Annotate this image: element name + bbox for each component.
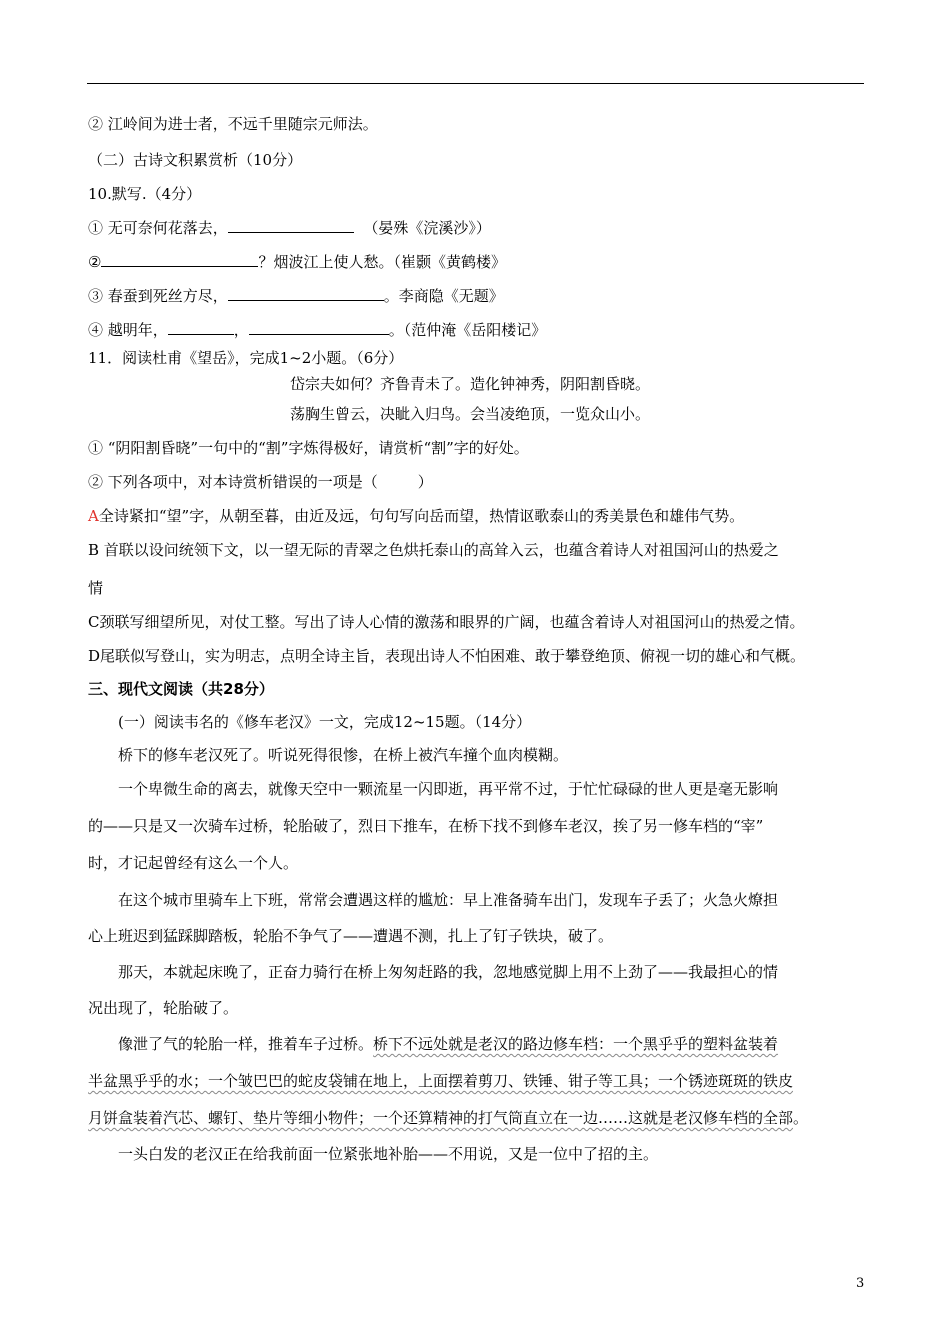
paragraph-line [118, 1034, 778, 1054]
paragraph-line: 那天，本就起床晚了，正奋力骑行在桥上匆匆赶路的我，忽地感觉脚上用不上劲了——我最担心的情 [118, 963, 779, 981]
paragraph-line: 桥下的修车老汉死了。听说死得很惨，在桥上被汽车撞个血肉模糊。 [118, 746, 569, 764]
text-line: ② 江岭间为进士者，不远千里随宗元师法。 [88, 115, 378, 133]
answer-blank [228, 286, 384, 301]
answer-blank [101, 252, 258, 267]
sub-question-text: ② 下列各项中，对本诗赏析错误的一项是（ [88, 473, 378, 491]
question-title: 11．阅读杜甫《望岳》，完成1~2小题。（6分） [88, 349, 404, 367]
option-text: 全诗紧扣“望”字，从朝至暮，由近及远，句句写向岳而望，热情讴歌泰山的秀美景色和雄伟气势。 [98, 507, 745, 525]
blank-source: 。李商隐《无题》 [383, 287, 504, 305]
blank-prompt: ④ 越明年， [88, 321, 168, 339]
option-b: B 首联以设问统领下文，以一望无际的青翠之色烘托泰山的高耸入云，也蕴含着诗人对祖国河山的热爱之 [88, 541, 779, 559]
poem-line: 岱宗夫如何？齐鲁青未了。造化钟神秀，阴阳割昏晓。 [290, 375, 651, 393]
blank-prompt: ② [88, 253, 102, 271]
fill-blank-line [88, 320, 546, 340]
paren-close: ） [417, 473, 433, 491]
underlined-paragraph-line: 半盆黑乎乎的水；一个皱巴巴的蛇皮袋铺在地上，上面摆着剪刀、铁锤、钳子等工具；一个锈迹斑斑的铁皮 [88, 1072, 794, 1090]
paragraph-line: 心上班迟到猛踩脚踏板，轮胎不争气了——遭遇不测，扎上了钉子铁块，破了。 [88, 927, 614, 945]
option-d: D尾联似写登山，实为明志，点明全诗主旨，表现出诗人不怕困难、敢于攀登绝顶、俯视一切的雄心和气概。 [88, 647, 806, 665]
paragraph-line: 况出现了，轮胎破了。 [88, 999, 239, 1017]
paragraph-line: 时，才记起曾经有这么一个人。 [88, 854, 299, 872]
sub-question: ① “阴阳割昏晓”一句中的“割”字炼得极好，请赏析“割”字的好处。 [88, 439, 529, 457]
plain-text: 像泄了气的轮胎一样，推着车子过桥。 [118, 1035, 374, 1053]
plain-text: 。 [793, 1109, 809, 1127]
underlined-text: 桥下不远处就是老汉的路边修车档：一个黑乎乎的塑料盆装着 [373, 1035, 779, 1053]
blank-source: （晏殊《浣溪沙》） [363, 219, 491, 237]
answer-blank [228, 218, 354, 233]
paragraph-line [88, 1108, 808, 1128]
fill-blank-line [88, 252, 506, 272]
question-title: 10.默写.（4分） [88, 185, 202, 203]
blank-prompt: ① 无可奈何花落去， [88, 219, 228, 237]
blank-source: 。（范仲淹《岳阳楼记》 [388, 321, 547, 339]
option-b-continued: 情 [88, 579, 104, 597]
underlined-text: 月饼盒装着汽芯、螺钉、垫片等细小物件；一个还算精神的打气筒直立在一边……这就是老汉修车档的全部 [88, 1109, 794, 1127]
poem-line: 荡胸生曾云，决眦入归鸟。会当凌绝顶，一览众山小。 [290, 405, 651, 423]
comma: ， [233, 321, 249, 339]
sub-question [88, 472, 433, 492]
page-number: 3 [856, 1276, 865, 1291]
option-a [88, 506, 744, 526]
answer-blank [249, 320, 389, 335]
fill-blank-line [88, 286, 504, 306]
section-heading: （二）古诗文积累赏析（10分） [88, 151, 303, 169]
paragraph-line: 的——只是又一次骑车过桥，轮胎破了，烈日下推车，在桥下找不到修车老汉，挨了另一修车档的“宰” [88, 817, 764, 835]
option-c: C颈联写细望所见，对仗工整。写出了诗人心情的激荡和眼界的广阔，也蕴含着诗人对祖国河山的热爱之情。 [88, 613, 805, 631]
option-letter: A [88, 507, 99, 525]
sub-section-title: (一）阅读韦名的《修车老汉》一文，完成12~15题。（14分） [118, 713, 532, 731]
answer-blank [168, 320, 234, 335]
fill-blank-line [88, 218, 491, 238]
paragraph-line: 一个卑微生命的离去，就像天空中一颗流星一闪即逝，再平常不过，于忙忙碌碌的世人更是毫无影响 [118, 780, 779, 798]
header-rule [87, 83, 864, 84]
blank-source: ？烟波江上使人愁。（崔颢《黄鹤楼》 [258, 253, 506, 271]
section-heading: 三、现代文阅读（共28分） [88, 680, 274, 698]
paragraph-line: 在这个城市里骑车上下班，常常会遭遇这样的尴尬：早上准备骑车出门，发现车子丢了；火急火燎担 [118, 891, 779, 909]
paragraph-line: 一头白发的老汉正在给我前面一位紧张地补胎——不用说，又是一位中了招的主。 [118, 1145, 659, 1163]
blank-prompt: ③ 春蚕到死丝方尽， [88, 287, 228, 305]
